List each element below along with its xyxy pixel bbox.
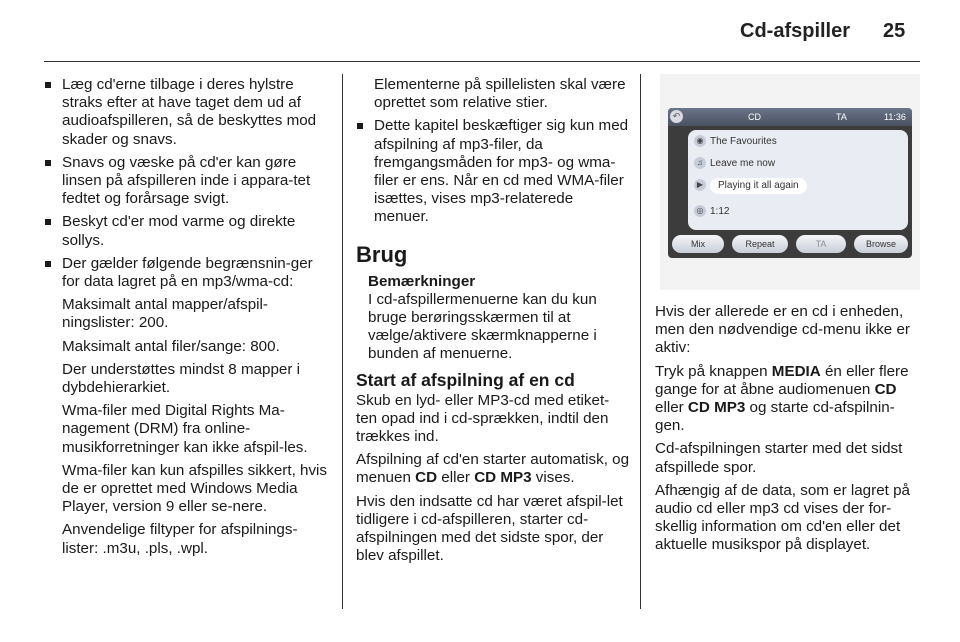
paragraph: Wma-filer kan kun afspilles sikkert, hvis de er oprettet med Windows Media Player, version 9 eller se-nere. xyxy=(62,461,328,516)
elapsed-time: ◎ 1:12 xyxy=(694,202,729,222)
paragraph: Wma-filer med Digital Rights Ma-nagement (DRM) fra online-musikforretninger kan ikke afspil-les. xyxy=(62,402,308,456)
back-icon[interactable]: ↶ xyxy=(670,110,683,123)
cd-menu-name: CD xyxy=(874,380,897,398)
mix-button[interactable]: Mix xyxy=(672,235,724,253)
list-item[interactable]: ▶ Playing it all again xyxy=(694,176,807,196)
bullet-item: Der gælder følgende begrænsnin-ger for data lagret på en mp3/wma-cd: xyxy=(44,255,330,291)
column-left xyxy=(44,76,330,563)
ta-button[interactable]: TA xyxy=(796,235,846,253)
display-screen xyxy=(668,108,912,258)
column-right xyxy=(655,303,923,560)
screen-button-row xyxy=(672,235,908,253)
section-heading: Brug xyxy=(356,241,408,267)
repeat-button[interactable]: Repeat xyxy=(732,235,788,253)
page-number: 25 xyxy=(883,20,906,42)
cd-menu-name: CD xyxy=(415,469,438,487)
paragraph: Cd-afspilningen starter med det sidst afspillede spor. xyxy=(655,440,903,476)
browse-button[interactable]: Browse xyxy=(854,235,908,253)
tab-ta[interactable]: TA xyxy=(836,112,847,122)
page-title: Cd-afspiller xyxy=(740,20,851,42)
paragraph: Skub en lyd- eller MP3-cd med etiket-ten opad ind i cd-sprækken, indtil den trækkes ind. xyxy=(356,391,610,446)
cd-mp3-menu-name: CD MP3 xyxy=(687,399,746,417)
bullet-item: Beskyt cd'er mod varme og direkte sollys. xyxy=(44,213,330,249)
paragraph: Maksimalt antal filer/sange: 800. xyxy=(62,337,280,355)
column-middle xyxy=(356,76,630,570)
music-note-icon: ♫ xyxy=(694,157,706,169)
media-button-name: MEDIA xyxy=(771,362,821,380)
column-divider xyxy=(640,74,641,609)
note-text: I cd-afspillermenuerne kan du kun bruge berøringsskærmen til at vælge/aktivere skærmknapperne i bunden af menuerne. xyxy=(368,290,597,363)
play-icon: ▶ xyxy=(694,179,706,191)
clock-time: 11:36 xyxy=(884,112,906,122)
disc-icon: ◎ xyxy=(694,205,706,217)
paragraph: Afhængig af de data, som er lagret på audio cd eller mp3 cd vises der for-skellig information om cd'en eller det aktuelle musikspor på displayet. xyxy=(655,481,910,554)
headphones-icon: ◉ xyxy=(694,135,706,147)
list-item[interactable]: ♫ Leave me now xyxy=(694,154,775,174)
tab-cd[interactable]: CD xyxy=(748,112,761,122)
paragraph: Der understøttes mindst 8 mapper i dybdehierarkiet. xyxy=(62,360,301,397)
note-box xyxy=(356,273,630,364)
note-title: Bemærkninger xyxy=(368,272,476,290)
bullet-item: Dette kapitel beskæftiger sig kun med afspilning af mp3-filer, da fremgangsmåden for mp3- og wma-filer er ens. Når en cd med WMA-filer isættes, vises mp3-relaterede menuer. xyxy=(356,117,630,226)
subsection-heading: Start af afspilning af en cd xyxy=(356,369,575,390)
cd-player-screen-figure xyxy=(660,74,920,290)
paragraph: Maksimalt antal mapper/afspil-ningslister: 200. xyxy=(62,296,268,332)
track-list xyxy=(688,130,908,230)
paragraph: Anvendelige filtyper for afspilnings-lister: .m3u, .pls, .wpl. xyxy=(62,521,298,557)
paragraph: Tryk på knappen MEDIA én eller flere gange for at åbne audiomenuen CD eller CD MP3 og starte cd-afspilnin-gen. xyxy=(655,362,909,435)
bullet-item: Læg cd'erne tilbage i deres hylstre straks efter at have taget dem ud af audioafspilleren, så de beskyttes mod skader og snavs. xyxy=(44,76,330,149)
header-divider xyxy=(44,61,920,62)
column-divider xyxy=(342,74,343,609)
paragraph: Hvis der allerede er en cd i enheden, men den nødvendige cd-menu ikke er aktiv: xyxy=(655,303,910,357)
list-item[interactable]: ◉ The Favourites xyxy=(694,132,777,152)
bullet-item: Snavs og væske på cd'er kan gøre linsen på afspilleren inde i appara-tet fedtet og forårsage svigt. xyxy=(44,154,330,209)
screen-top-bar xyxy=(668,108,912,126)
paragraph: Afspilning af cd'en starter automatisk, og menuen CD eller CD MP3 vises. xyxy=(356,451,630,487)
paragraph: Elementerne på spillelisten skal være oprettet som relative stier. xyxy=(374,76,626,112)
paragraph: Hvis den indsatte cd har været afspil-let tidligere i cd-afspilleren, starter cd-afspilningen med det sidste spor, der blev afspillet. xyxy=(356,492,623,565)
cd-mp3-menu-name: CD MP3 xyxy=(474,469,532,487)
